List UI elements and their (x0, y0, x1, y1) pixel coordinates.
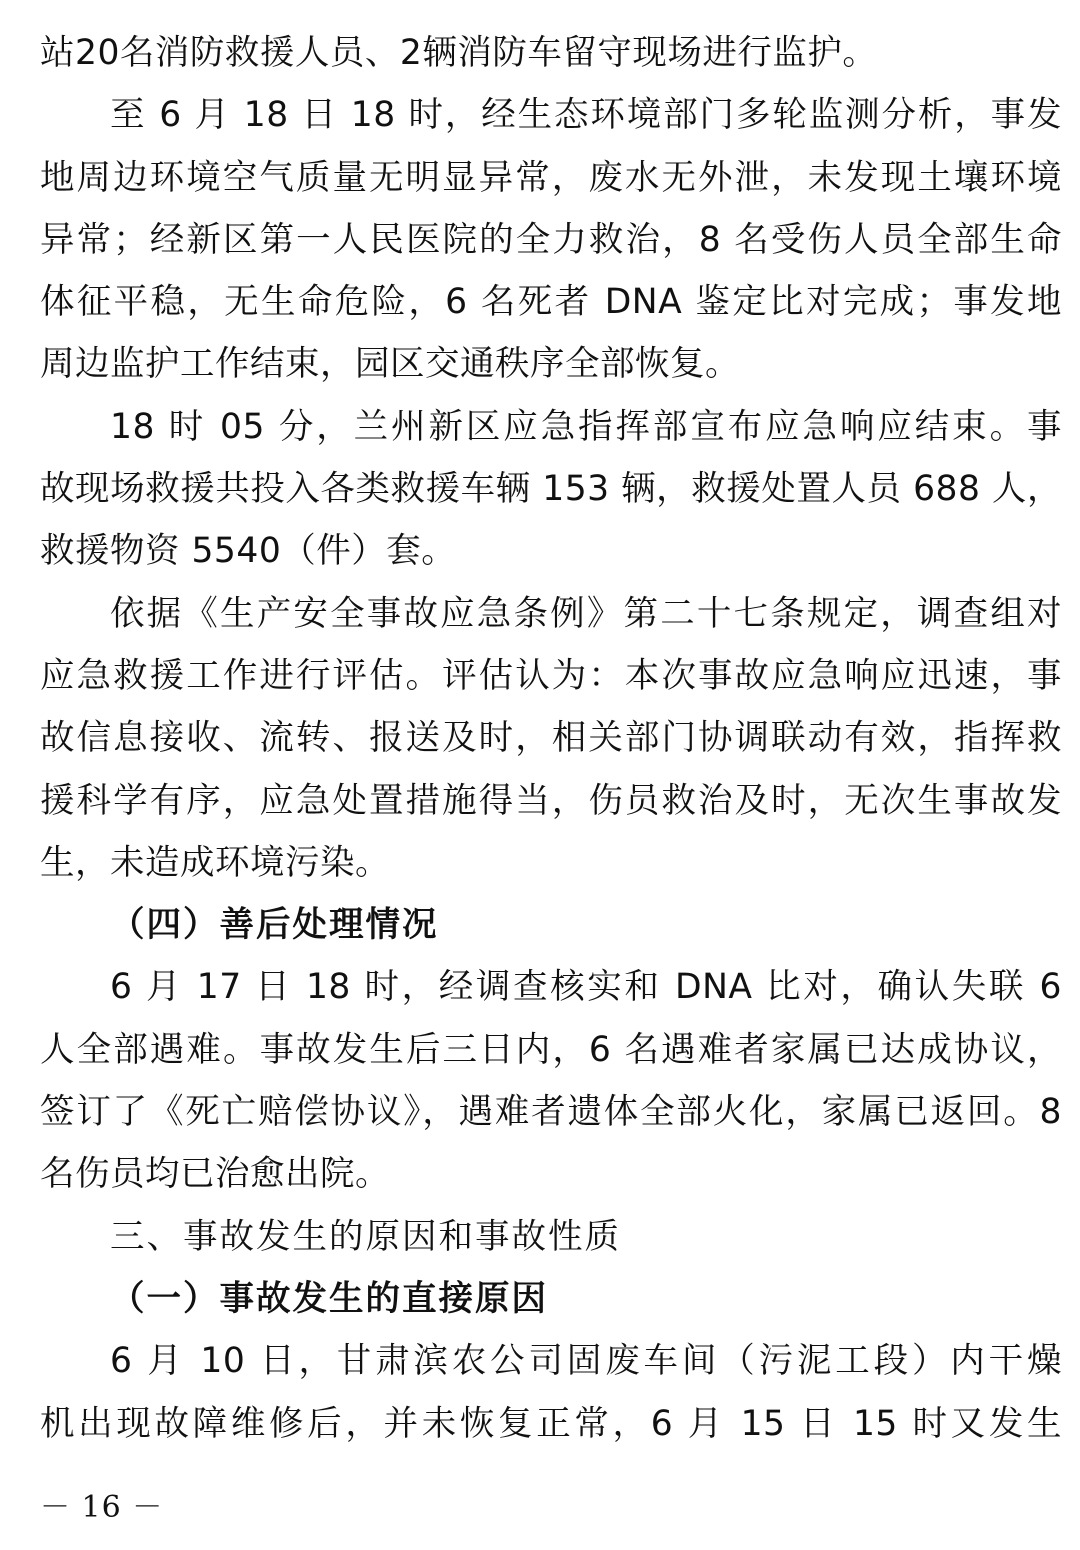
paragraph-line: 故信息接收、流转、报送及时，相关部门协调联动有效，指挥救 (40, 718, 1062, 759)
paragraph-line: 名伤员均已治愈出院。 (40, 1154, 390, 1195)
paragraph-line: 18 时 05 分，兰州新区应急指挥部宣布应急响应结束。事 (110, 406, 1062, 447)
paragraph-line: 体征平稳，无生命危险，6 名死者 DNA 鉴定比对完成；事发地 (40, 282, 1062, 323)
paragraph-line: 签订了《死亡赔偿协议》，遇难者遗体全部火化，家属已返回。8 (40, 1092, 1062, 1133)
page-number: － 16 － (40, 1490, 164, 1525)
section-heading: （四）善后处理情况 (110, 905, 439, 946)
chapter-heading: 三、事故发生的原因和事故性质 (110, 1216, 621, 1257)
paragraph-line: 至 6 月 18 日 18 时，经生态环境部门多轮监测分析，事发 (110, 95, 1062, 136)
paragraph-line: 生，未造成环境污染。 (40, 842, 390, 883)
paragraph-line: 援科学有序，应急处置措施得当，伤员救治及时，无次生事故发 (40, 780, 1062, 821)
paragraph-line: 机出现故障维修后，并未恢复正常，6 月 15 日 15 时又发生 (40, 1403, 1062, 1444)
paragraph-line: 6 月 10 日，甘肃滨农公司固废车间（污泥工段）内干燥 (110, 1341, 1062, 1382)
paragraph-line: 救援物资 5540（件）套。 (40, 531, 457, 572)
paragraph-line: 站20名消防救援人员、2辆消防车留守现场进行监护。 (40, 33, 878, 73)
paragraph-line: 依据《生产安全事故应急条例》第二十七条规定，调查组对 (110, 593, 1062, 634)
paragraph-line: 周边监护工作结束，园区交通秩序全部恢复。 (40, 344, 740, 385)
paragraph-line: 地周边环境空气质量无明显异常，废水无外泄，未发现土壤环境 (40, 157, 1062, 198)
paragraph-line: 故现场救援共投入各类救援车辆 153 辆，救援处置人员 688 人， (40, 469, 1062, 510)
paragraph-line: 人全部遇难。事故发生后三日内，6 名遇难者家属已达成协议， (40, 1029, 1062, 1070)
paragraph-line: 异常；经新区第一人民医院的全力救治，8 名受伤人员全部生命 (40, 219, 1062, 260)
document-page (40, 22, 1062, 1455)
paragraph-line: 6 月 17 日 18 时，经调查核实和 DNA 比对，确认失联 6 (110, 967, 1062, 1008)
paragraph-line: 应急救援工作进行评估。评估认为：本次事故应急响应迅速，事 (40, 655, 1062, 696)
section-heading: （一）事故发生的直接原因 (110, 1278, 548, 1319)
